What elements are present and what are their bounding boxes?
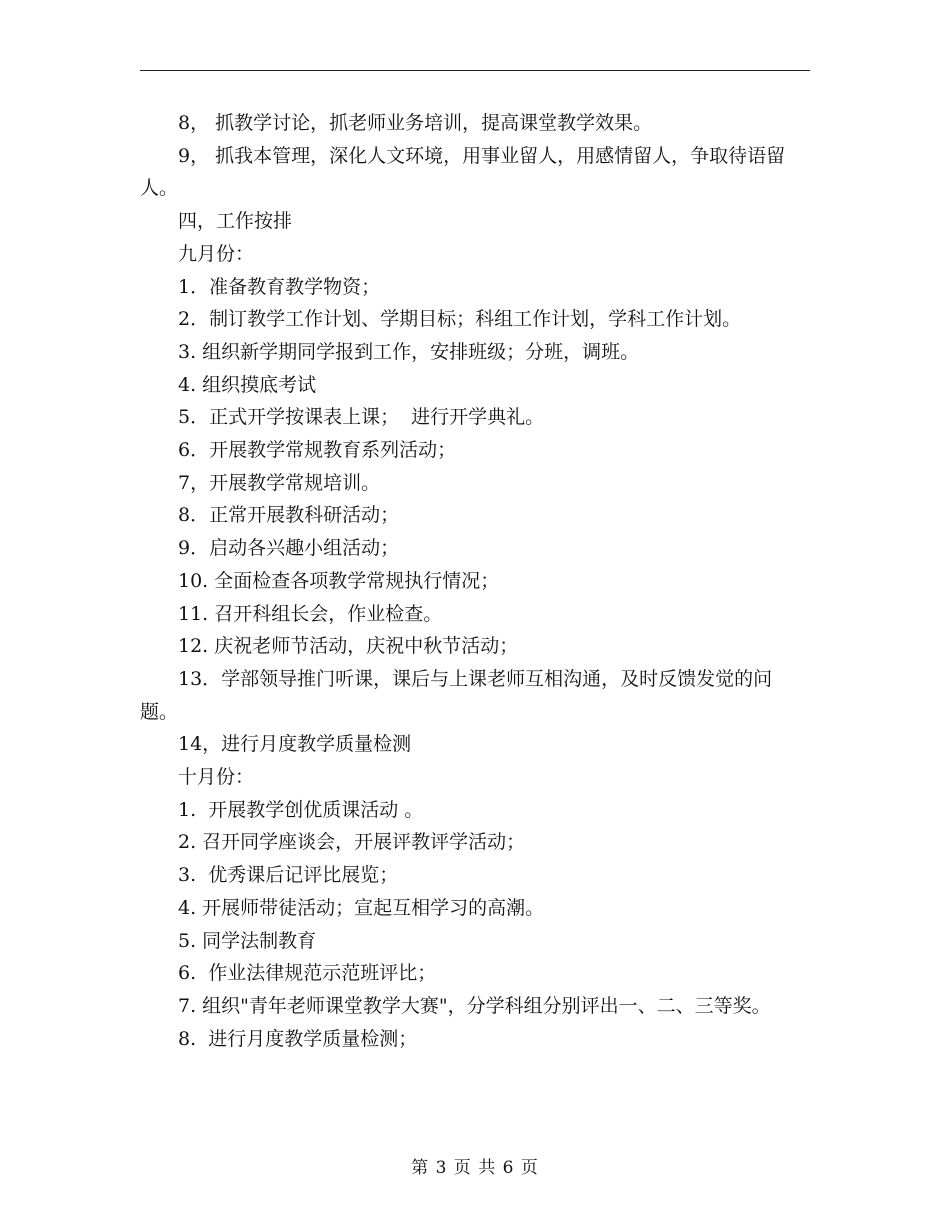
list-item: 7. 组织"青年老师课堂教学大赛"，分学科组分别评出一、二、三等奖。 [178,994,771,1017]
header-rule [140,70,810,71]
list-item: 9．启动各兴趣小组活动； [178,537,400,560]
list-item: 13．学部领导推门听课，课后与上课老师互相沟通，及时反馈发觉的问题。 [140,667,773,723]
list-item: 1. 开展教学创优质课活动 。 [178,798,424,821]
list-item: 4. 组织摸底考试 [178,373,317,396]
section-heading: 四，工作按排 [178,210,293,233]
list-item: 2．制订教学工作计划、学期目标；科组工作计划，学科工作计划。 [178,308,742,331]
list-item: 6. 作业法律规范示范班评比； [178,962,437,985]
month-heading: 十月份： [178,766,255,789]
list-item: 10. 全面检查各项教学常规执行情况； [178,569,500,592]
list-item: 11. 召开科组长会，作业检查。 [178,602,443,625]
list-item: 8．正常开展教科研活动； [178,504,400,527]
list-item: 3. 优秀课后记评比展览； [178,864,399,887]
document-body [140,107,810,1055]
paragraph: 9， 抓我本管理，深化人文环境，用事业留人，用感情留人，争取待语留人。 [140,144,786,200]
list-item: 1．准备教育教学物资； [178,275,381,298]
list-item: 2. 召开同学座谈会，开展评教评学活动； [178,831,526,854]
list-item: 6．开展教学常规教育系列活动； [178,439,457,462]
page-number-footer: 第 3 页 共 6 页 [411,1158,539,1178]
list-item: 4. 开展师带徒活动；宣起互相学习的高潮。 [178,896,545,919]
list-item: 5．正式开学按课表上课； 进行开学典礼。 [178,406,545,429]
paragraph: 8， 抓教学讨论，抓老师业务培训，提高课堂教学效果。 [178,112,653,134]
list-item: 14，进行月度教学质量检测 [178,733,412,756]
list-item: 12. 庆祝老师节活动，庆祝中秋节活动； [178,635,519,658]
month-heading: 九月份： [178,242,255,265]
list-item: 8. 进行月度教学质量检测； [178,1027,418,1050]
list-item: 7，开展教学常规培训。 [178,471,381,494]
list-item: 5. 同学法制教育 [178,929,317,952]
list-item: 3. 组织新学期同学报到工作，安排班级；分班，调班。 [178,340,640,363]
